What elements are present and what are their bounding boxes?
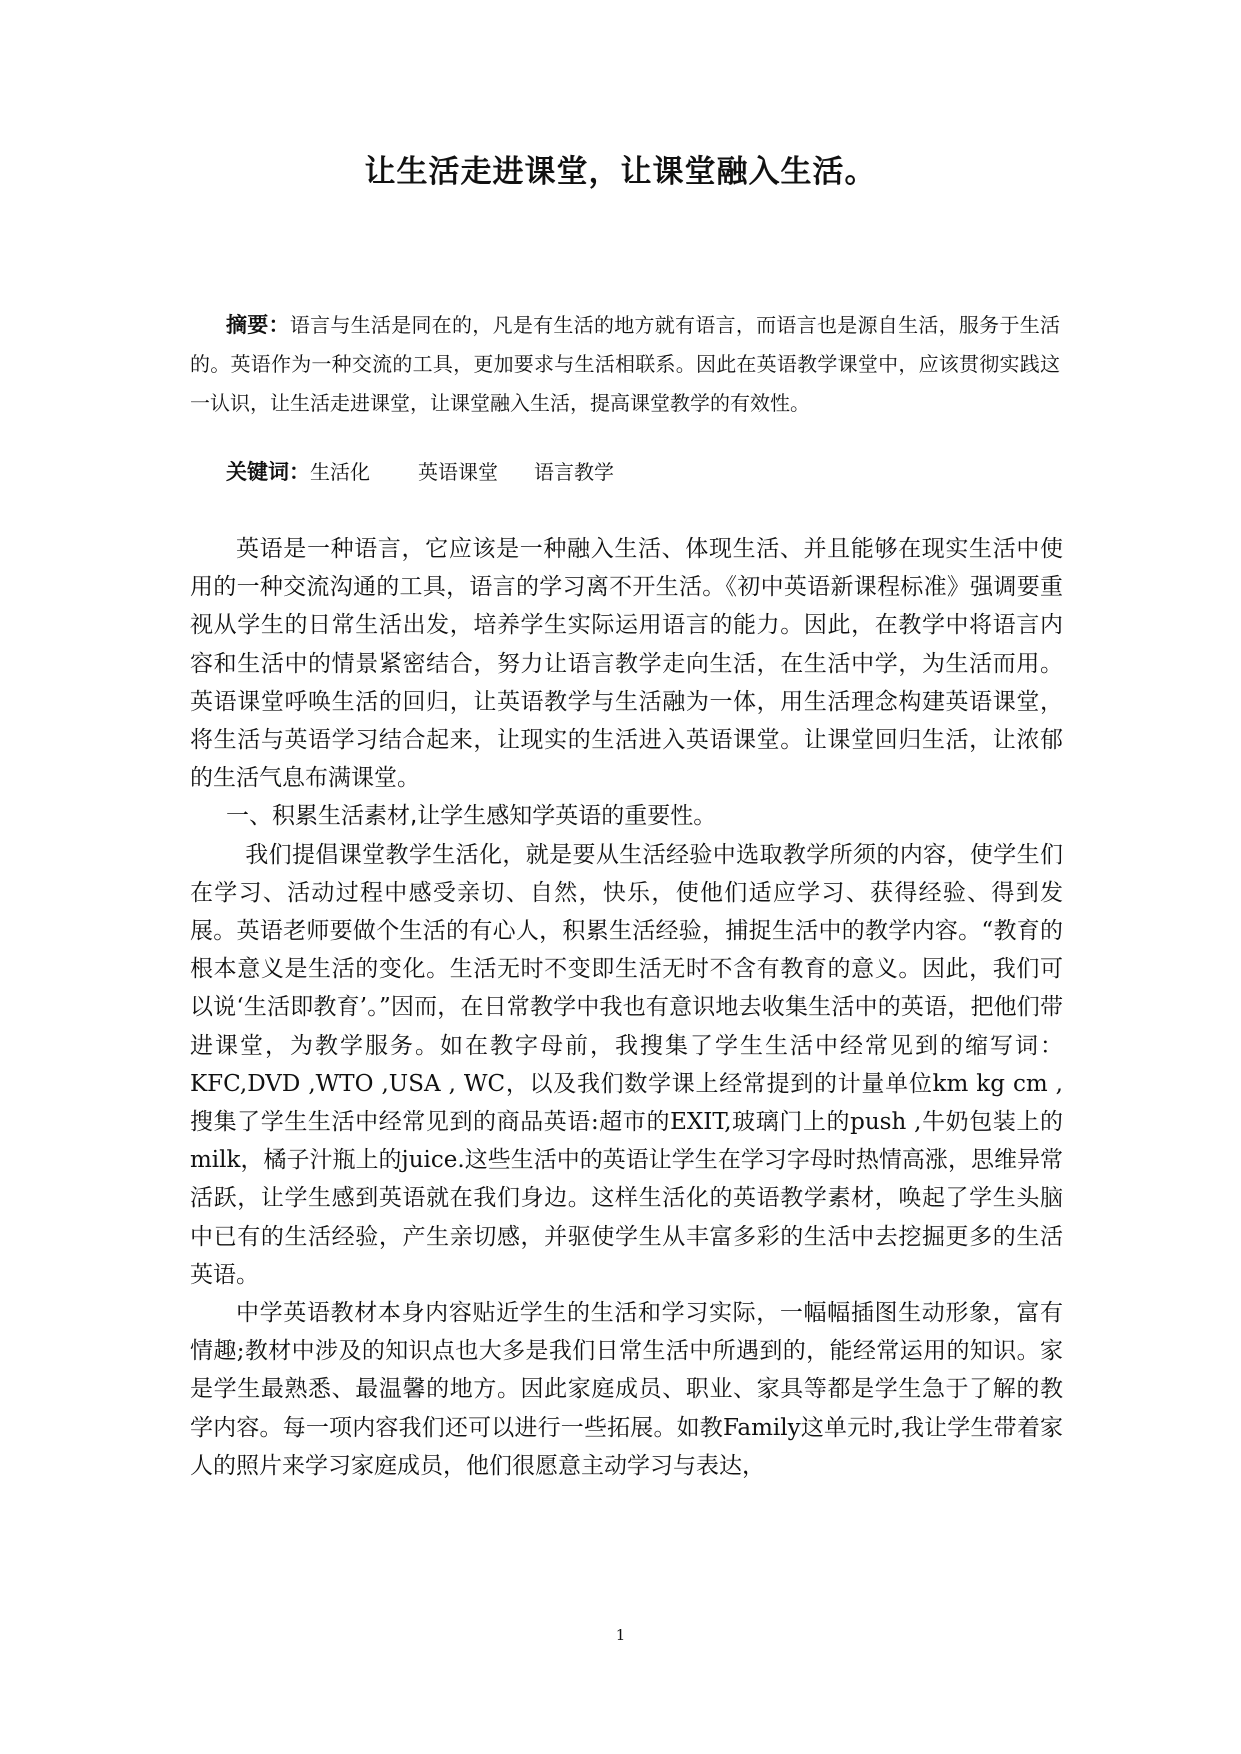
abstract-label: 摘要： [226,313,290,337]
keyword-item: 语言教学 [534,460,614,484]
page-number: 1 [615,1626,626,1644]
body-paragraph: 我们提倡课堂教学生活化，就是要从生活经验中选取教学所须的内容，使学生们在学习、活动过程中感受亲切、自然，快乐，使他们适应学习、获得经验、得到发展。英语老师要做个生活的有心人，积累生活经验，捕捉生活中的教学内容。“教育的根本意义是生活的变化。生活无时不变即生活无时不含有教育的意义。因此，我们可以说‘生活即教育’。”因而，在日常教学中我也有意识地去收集生活中的英语，把他们带进课堂，为教学服务。如在教字母前，我搜集了学生生活中经常见到的缩写词：KFC,DVD ,WTO ,USA , WC，以及我们数学课上经常提到的计量单位km kg cm ,搜集了学生生活中经常见到的商品英语:超市的EXIT,玻璃门上的push ,牛奶包装上的milk，橘子汁瓶上的juice.这些生活中的英语让学生在学习字母时热情高涨，思维异常活跃，让学生感到英语就在我们身边。这样生活化的英语教学素材，唤起了学生头脑中已有的生活经验，产生亲切感，并驱使学生从丰富多彩的生活中去挖掘更多的生活英语。 [190,841,1063,1288]
keywords-label: 关键词： [226,460,310,484]
body-paragraph: 英语是一种语言，它应该是一种融入生活、体现生活、并且能够在现实生活中使用的一种交流沟通的工具，语言的学习离不开生活。《初中英语新课程标准》强调要重视从学生的日常生活出发，培养学生实际运用语言的能力。因此，在教学中将语言内容和生活中的情景紧密结合，努力让语言教学走向生活，在生活中学，为生活而用。英语课堂呼唤生活的回归，让英语教学与生活融为一体，用生活理念构建英语课堂，将生活与英语学习结合起来，让现实的生活进入英语课堂。让课堂回归生活，让浓郁的生活气息布满课堂。 [190,536,1063,792]
keyword-item: 英语课堂 [418,460,498,484]
section-heading: 一、积累生活素材,让学生感知学英语的重要性。 [226,803,717,830]
page-title: 让生活走进课堂，让课堂融入生活。 [364,154,877,190]
body-paragraph: 中学英语教材本身内容贴近学生的生活和学习实际，一幅幅插图生动形象，富有情趣;教材中涉及的知识点也大多是我们日常生活中所遇到的，能经常运用的知识。家是学生最熟悉、最温馨的地方。因此家庭成员、职业、家具等都是学生急于了解的教学内容。每一项内容我们还可以进行一些拓展。如教Family这单元时,我让学生带着家人的照片来学习家庭成员，他们很愿意主动学习与表达， [190,1300,1063,1479]
abstract-text: 语言与生活是同在的，凡是有生活的地方就有语言，而语言也是源自生活，服务于生活的。英语作为一种交流的工具，更加要求与生活相联系。因此在英语教学课堂中，应该贯彻实践这一认识，让生活走进课堂，让课堂融入生活，提高课堂教学的有效性。 [190,313,1061,415]
keywords [226,456,614,486]
keyword-item: 生活化 [310,460,370,484]
body-text [190,530,1063,1485]
abstract [190,306,1060,423]
